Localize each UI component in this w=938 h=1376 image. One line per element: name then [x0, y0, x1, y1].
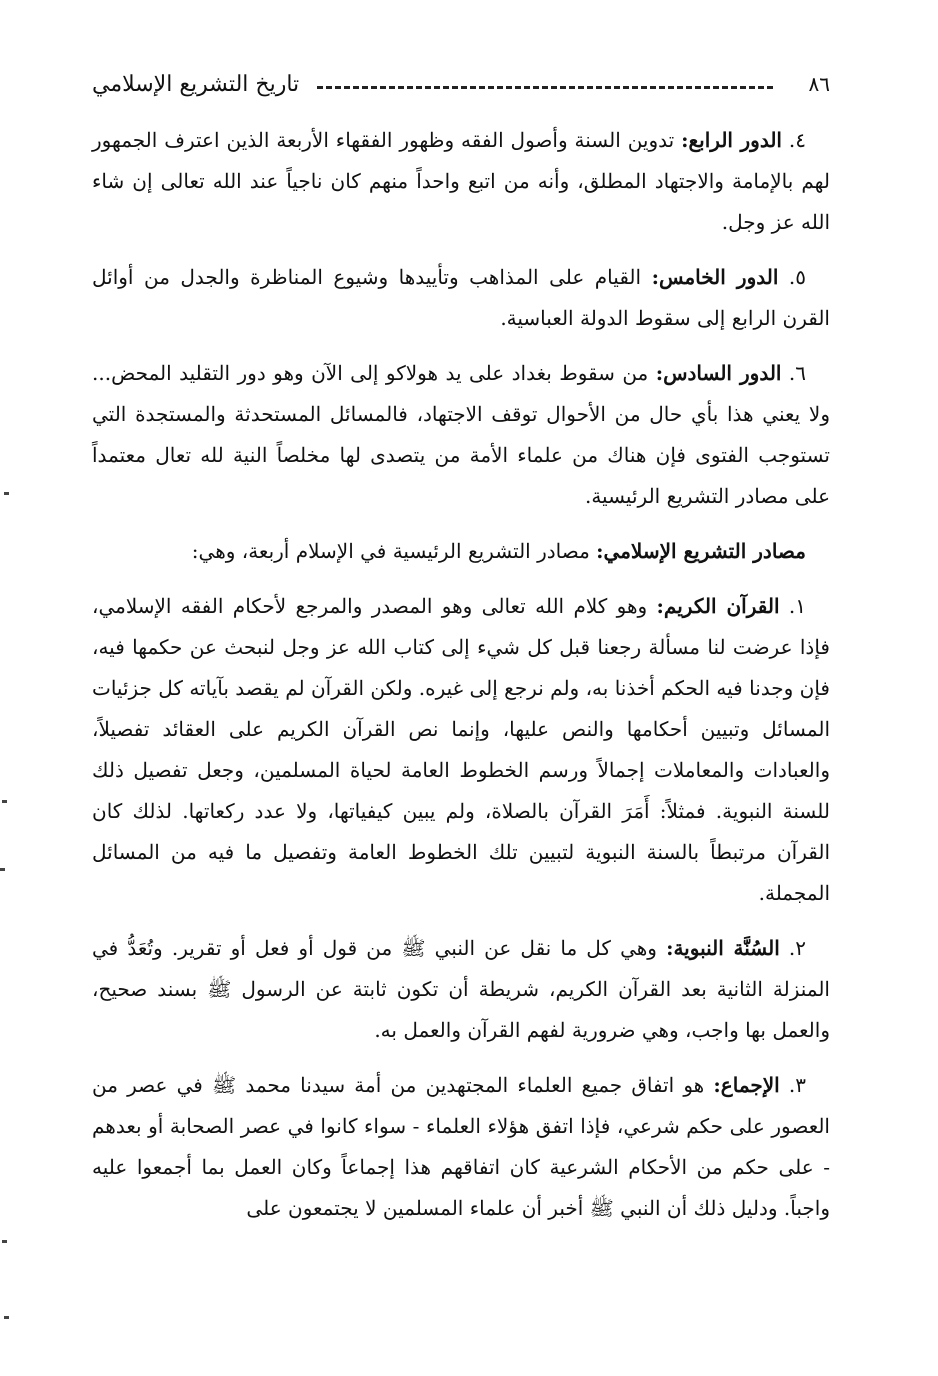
header-dashed-rule — [317, 86, 772, 89]
item-text: تدوين السنة وأصول الفقه وظهور الفقهاء الأربعة الذين اعترف الجمهور لهم بالإمامة والاجتهاد المطلق، وأنه من اتبع واحداً منهم كان ناجياً عند الله تعالى إن شاء الله عز وجل. — [92, 128, 830, 234]
item-text: من سقوط بغداد على يد هولاكو إلى الآن وهو دور التقليد المحض... ولا يعني هذا بأي حال من الأحوال توقف الاجتهاد، فالمسائل المستحدثة والمستجدة التي تستوجب الفتوى فإن هناك من علماء الأمة من يتصدى لها مخلصاً النية لله تعال معتمداً على مصادر التشريع الرئيسية. — [92, 361, 830, 508]
item-paragraph — [92, 353, 830, 517]
item-term: الدور السادس: — [655, 361, 782, 385]
page-number: ٨٦ — [808, 72, 830, 96]
source-paragraph — [92, 1065, 830, 1229]
section-intro — [92, 531, 830, 572]
item-number: ٤. — [781, 128, 806, 152]
page-header — [92, 64, 830, 104]
item-term: الدور الرابع: — [681, 128, 782, 152]
source-number: ١. — [779, 594, 806, 618]
source-text: وهي كل ما نقل عن النبي ﷺ من قول أو فعل أو تقرير. وتُعَدُّ في المنزلة الثانية بعد القرآن الكريم، شريطة أن تكون ثابتة عن الرسول ﷺ بسند صحيح، والعمل بها واجب، وهي ضرورية لفهم القرآن والعمل به. — [92, 936, 830, 1042]
item-number: ٦. — [781, 361, 806, 385]
item-paragraph — [92, 257, 830, 339]
running-title: تاريخ التشريع الإسلامي — [92, 71, 300, 97]
source-term: القرآن الكريم: — [656, 594, 780, 618]
body-text — [92, 120, 830, 1243]
scan-margin-mark — [4, 492, 9, 495]
source-term: السُنَّة النبوية: — [666, 936, 780, 960]
source-number: ٣. — [779, 1073, 806, 1097]
source-text: وهو كلام الله تعالى وهو المصدر والمرجع لأحكام الفقه الإسلامي، فإذا عرضت لنا مسألة رجعنا قبل كل شيء إلى كتاب الله عز وجل لنبحث عن حكمها فيه، فإن وجدنا فيه الحكم أخذنا به، ولم نرجع إلى غيره. ولكن القرآن لم يقصد بآياته كل جزئيات المسائل وتبيين أحكامها والنص عليها، وإنما نص القرآن الكريم على العقائد تفصيلاً، والعبادات والمعاملات إجمالاً ورسم الخطوط العامة لحياة المسلمين، وجعل تفصيل ذلك للسنة النبوية. فمثلاً: أَمَرَ القرآن بالصلاة، ولم يبين كيفياتها، ولا عدد ركعاتها. لذلك كان القرآن مرتبطاً بالسنة النبوية لتبيين تلك الخطوط العامة وتفصيل ما فيه من المسائل المجملة. — [92, 594, 830, 905]
item-paragraph — [92, 120, 830, 243]
section-heading: مصادر التشريع الإسلامي: — [596, 539, 806, 563]
source-number: ٢. — [779, 936, 807, 960]
source-paragraph — [92, 586, 830, 914]
item-number: ٥. — [778, 265, 806, 289]
source-term: الإجماع: — [713, 1073, 780, 1097]
scan-margin-mark — [2, 800, 7, 803]
source-paragraph — [92, 928, 830, 1051]
scan-margin-mark — [4, 1316, 9, 1319]
source-text: هو اتفاق جميع العلماء المجتهدين من أمة سيدنا محمد ﷺ في عصر من العصور على حكم شرعي، فإذا اتفق هؤلاء العلماء - سواء كانوا في عصر الصحابة أو بعدهم - على حكم من الأحكام الشرعية كان اتفاقهم هذا إجماعاً وكان العمل بما أجمعوا عليه واجباً. ودليل ذلك أن النبي ﷺ أخبر أن علماء المسلمين لا يجتمعون على — [92, 1073, 830, 1220]
item-term: الدور الخامس: — [651, 265, 779, 289]
section-intro-text: مصادر التشريع الرئيسية في الإسلام أربعة، وهي: — [191, 539, 597, 563]
item-text: القيام على المذاهب وتأييدها وشيوع المناظرة والجدل من أوائل القرن الرابع إلى سقوط الدولة العباسية. — [92, 265, 830, 330]
scan-margin-mark — [0, 868, 5, 871]
scan-margin-mark — [2, 1240, 7, 1243]
